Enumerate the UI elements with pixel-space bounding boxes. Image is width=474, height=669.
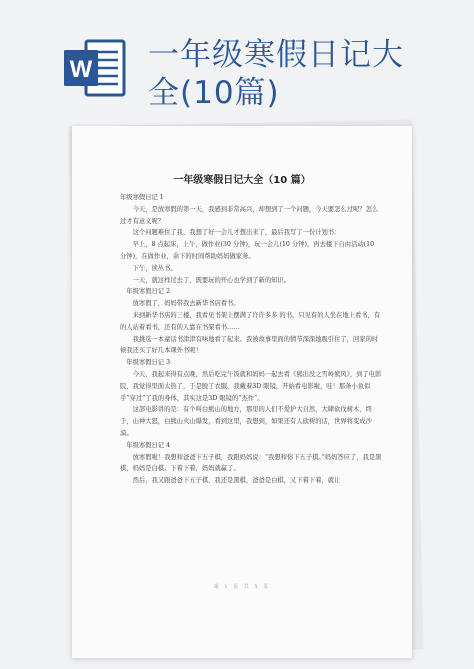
- banner-title-line2: 全(10篇): [148, 75, 280, 111]
- body-paragraph: 放寒假啦！我想和爸爸下五子棋，我跟妈妈说：“我想和你下五子棋。”妈妈答应了，我是黑棋，妈妈是白棋。下着下着，妈妈就赢了。: [120, 453, 382, 473]
- body-paragraph: 放寒假了，妈妈带我去新华书店看书。: [132, 300, 240, 308]
- entry-heading: 年级寒假日记 2: [126, 288, 171, 296]
- entry-heading: 年级寒假日记 1: [120, 194, 164, 201]
- entry-heading: 年级寒假日记 3: [126, 359, 171, 367]
- banner-title: [148, 36, 404, 112]
- word-document-icon: [62, 37, 128, 99]
- document-body: [120, 192, 382, 487]
- body-paragraph: 然后，我又跟爸爸下五子棋，我还是黑棋，爸爸是白棋，又下着下着，就让: [132, 477, 341, 485]
- body-paragraph: 一天，就这样过去了，既要玩的开心也学到了新的知识。: [132, 276, 291, 284]
- body-paragraph: 来到新华书店的三楼，我看见书架上摆满了许许多多 的书。只见有的人坐在地上看书，有的人站着看书，还有的人靠在书架看书……: [120, 311, 381, 331]
- body-paragraph: 这部电影讲的是：有个叫白熊山的地方，那里的人们不爱护大自然，大肆砍伐树木，终于，山神大怒，白熊山火山爆发，看到这里，我想到，如果还有人砍树的话，世界将变成沙漠。: [120, 406, 372, 437]
- document-title: 一年级寒假日记大全（10 篇）: [173, 175, 311, 186]
- body-paragraph: 这个问题难住了我，我想了好一会儿才想出来了，最后我写了一份计划书：: [132, 229, 341, 237]
- document-page: [72, 126, 412, 658]
- banner: [0, 0, 474, 118]
- body-paragraph: 下午，读丛书。: [132, 264, 177, 272]
- body-paragraph: 今天，我起来得有点晚，然后吃完午饭就和妈妈一起去看《熊出没之雪岭熊风》，到了电影院，我觉得里面太热了，于是脱了衣服，我戴着3D 眼镜，开始看电影啦，哇！那条小鱼似乎“穿过”了我的身体，其实这是3D 眼镜的“杰作”。: [120, 370, 382, 402]
- body-paragraph: 今天，是放寒假的第一天，我感到非常高兴，却想到了一个问题，今天要怎么过呢？怎么过才有意义呢？: [120, 205, 379, 225]
- body-paragraph: 早上，8 点起床，上午，做作业(30 分钟)，玩一会儿(10 分钟)，再去楼下自由活动(10 分钟)，在做作业，余下的时间帮助妈妈做家务。: [120, 241, 375, 260]
- body-paragraph: 我挑选一本童话书津津有味地看了起来。我被故事里面的情节深深地吸引住了，回家的时候我还买了好几本课外书呢！: [120, 335, 379, 355]
- page-footer: 第 1 页 共 5 页: [213, 584, 271, 590]
- word-logo-letter: W: [69, 56, 93, 83]
- banner-title-line1: 一年级寒假日记大: [148, 37, 404, 73]
- entry-heading: 年级寒假日记 4: [126, 441, 171, 449]
